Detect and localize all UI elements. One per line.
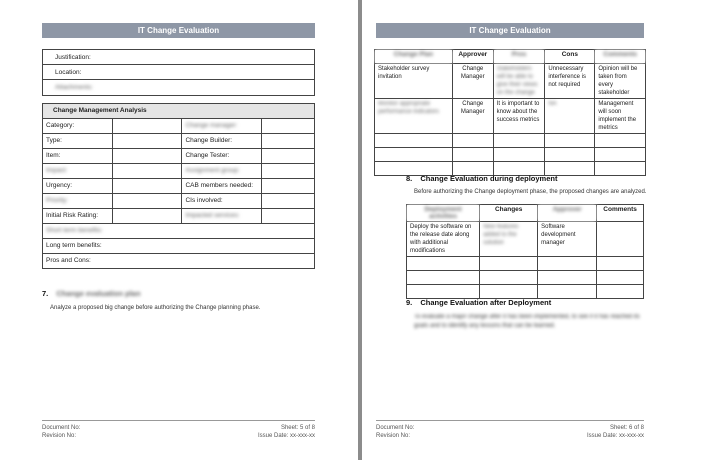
- cma-row: [43, 164, 315, 179]
- cma-cell: Change Builder:: [182, 134, 262, 149]
- table-cell: [597, 271, 644, 285]
- table-cell: Opinion will be taken from every stakeholder: [595, 64, 646, 99]
- cma-cell: Assignment group:: [182, 164, 262, 179]
- cma-cell: Urgency:: [43, 179, 113, 194]
- section-7-heading: [42, 289, 141, 298]
- table-cell: [545, 134, 595, 148]
- table-cell: [375, 148, 453, 162]
- table-cell: Stakeholder survey invitation: [375, 64, 453, 99]
- section-9-number: 9.: [406, 298, 413, 307]
- sheet-number: Sheet: 5 of 8: [280, 425, 315, 431]
- section-9-heading: [406, 298, 551, 307]
- section-9-title: Change Evaluation after Deployment: [420, 298, 552, 307]
- table-row: [375, 134, 646, 148]
- revision-number: Revision No:: [376, 433, 411, 439]
- section-8-text: Before authorizing the Change deployment phase, the proposed changes are analyzed.: [414, 189, 647, 195]
- cma-row: [43, 194, 315, 209]
- table-cell: [493, 148, 545, 162]
- cma-cell: [112, 149, 182, 164]
- justification-row: Justification:: [43, 50, 314, 65]
- column-header: Pros: [493, 50, 545, 64]
- table-cell: [597, 222, 644, 257]
- cma-cell: CAB members needed:: [182, 179, 262, 194]
- column-header: Change Plan: [375, 50, 453, 64]
- table-cell: [595, 134, 646, 148]
- table-cell: [480, 285, 538, 299]
- column-header: Deployment activities: [407, 205, 480, 222]
- cma-cell: [262, 194, 315, 209]
- cma-cell: Impact:: [43, 164, 113, 179]
- table-cell: [452, 134, 493, 148]
- section-8-number: 8.: [406, 174, 413, 183]
- cma-row: [43, 134, 315, 149]
- cma-cell: [262, 164, 315, 179]
- cma-full-row: [43, 239, 315, 254]
- cma-cell: [112, 119, 182, 134]
- table-cell: [538, 257, 597, 271]
- cma-cell: [112, 209, 182, 224]
- column-header: Changes: [480, 205, 538, 222]
- location-row: Location:: [43, 65, 314, 80]
- cma-row: [43, 209, 315, 224]
- column-header: Cons: [545, 50, 595, 64]
- cma-cell: [262, 209, 315, 224]
- cma-full-cell: Long term benefits:: [43, 239, 315, 254]
- cma-cell: Change manager:: [182, 119, 262, 134]
- cma-full-row: [43, 254, 315, 269]
- cma-row: [43, 119, 315, 134]
- table-row: [407, 271, 644, 285]
- table-cell: It is important to know about the success metrics: [493, 99, 545, 134]
- page-footer-right: [376, 420, 644, 439]
- page-header-title: IT Change Evaluation: [376, 23, 644, 38]
- issue-date: Issue Date: xx-xxx-xx: [586, 433, 644, 439]
- page-footer-left: [42, 420, 315, 439]
- cma-cell: Impacted services:: [182, 209, 262, 224]
- table-cell: [407, 285, 480, 299]
- cma-cell: [262, 179, 315, 194]
- cma-cell: [112, 164, 182, 179]
- cma-cell: [112, 194, 182, 209]
- column-header: Comments: [597, 205, 644, 222]
- table-cell: Management will soon implement the metrics: [595, 99, 646, 134]
- table-cell: [480, 257, 538, 271]
- cma-row: [43, 179, 315, 194]
- section-9-text: To evaluate a major change after it has been implemented, to see if it has reached its goals and to identify any lessons that can be learned.: [414, 314, 640, 329]
- page-header-title: IT Change Evaluation: [42, 23, 315, 38]
- table-row: [375, 64, 646, 99]
- table-cell: Deploy the software on the release date along with additional modifications: [407, 222, 480, 257]
- table-cell: Change Manager: [452, 64, 493, 99]
- column-header: Comments: [595, 50, 646, 64]
- table-cell: [375, 134, 453, 148]
- table-row: [375, 148, 646, 162]
- table-cell: [480, 271, 538, 285]
- document-page-right: [362, 0, 720, 460]
- cma-full-cell: Short term benefits:: [43, 224, 315, 239]
- attachments-row: Attachments:: [55, 84, 93, 91]
- section-7-text: Analyze a proposed big change before authorizing the Change planning phase.: [50, 305, 261, 311]
- change-management-analysis-table: [42, 103, 315, 269]
- table-cell: Stakeholders will be able to give their views on the change: [493, 64, 545, 99]
- info-box: [42, 49, 315, 96]
- table-cell: Change Manager: [452, 99, 493, 134]
- table-cell: [407, 271, 480, 285]
- cma-cell: Change Tester:: [182, 149, 262, 164]
- section-8-title: Change Evaluation during deployment: [420, 174, 558, 183]
- table-cell: NA: [545, 99, 595, 134]
- table-row: [407, 222, 644, 257]
- table-cell: New features added to the solution: [480, 222, 538, 257]
- cma-cell: Priority:: [43, 194, 113, 209]
- table-cell: [538, 271, 597, 285]
- column-header: Approver: [538, 205, 597, 222]
- table-cell: Software development manager: [538, 222, 597, 257]
- table-row: [375, 99, 646, 134]
- change-plan-table: [374, 49, 646, 176]
- section-7-title: Change evaluation plan: [56, 289, 141, 298]
- cma-row: [43, 149, 315, 164]
- cma-cell: Type:: [43, 134, 113, 149]
- table-cell: [597, 257, 644, 271]
- table-cell: [595, 162, 646, 176]
- table-cell: Monitor appropriate performance indicators: [375, 99, 453, 134]
- section-8-heading: [406, 174, 557, 183]
- cma-cell: [112, 179, 182, 194]
- cma-cell: Category:: [43, 119, 113, 134]
- cma-cell: Initial Risk Rating:: [43, 209, 113, 224]
- cma-cell: [262, 119, 315, 134]
- table-cell: [595, 148, 646, 162]
- cma-title: Change Management Analysis: [43, 104, 315, 119]
- document-page-left: [0, 0, 358, 460]
- table-cell: [545, 148, 595, 162]
- cma-cell: [112, 134, 182, 149]
- cma-full-cell: Pros and Cons:: [43, 254, 315, 269]
- cma-cell: [262, 149, 315, 164]
- cma-cell: [262, 134, 315, 149]
- cma-cell: Item:: [43, 149, 113, 164]
- table-cell: Unnecessary interference is not required: [545, 64, 595, 99]
- table-cell: [452, 148, 493, 162]
- revision-number: Revision No:: [42, 433, 77, 439]
- table-cell: [493, 134, 545, 148]
- issue-date: Issue Date: xx-xxx-xx: [257, 433, 315, 439]
- table-cell: [597, 285, 644, 299]
- table-cell: [538, 285, 597, 299]
- table-cell: [407, 257, 480, 271]
- column-header: Approver: [452, 50, 493, 64]
- sheet-number: Sheet: 6 of 8: [609, 425, 644, 431]
- cma-cell: CIs involved:: [182, 194, 262, 209]
- cma-full-row: [43, 224, 315, 239]
- table-row: [407, 285, 644, 299]
- deployment-table: [406, 204, 644, 299]
- section-7-number: 7.: [42, 289, 49, 298]
- document-number: Document No:: [376, 425, 415, 431]
- table-row: [407, 257, 644, 271]
- document-number: Document No:: [42, 425, 81, 431]
